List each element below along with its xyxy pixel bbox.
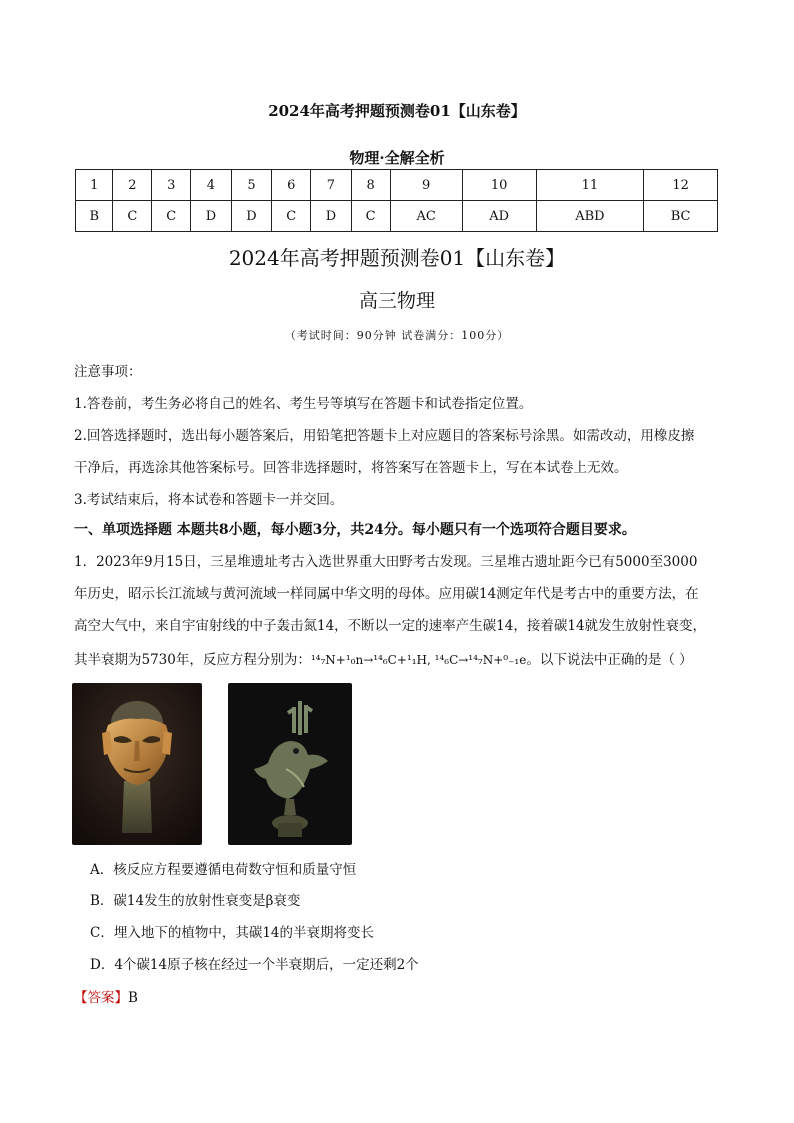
table-cell: 11 (536, 170, 644, 201)
answer-value: B (128, 990, 138, 1006)
note-item: 1.答卷前，考生务必将自己的姓名、考生号等填写在答题卡和试卷指定位置。 (74, 396, 533, 412)
table-cell: 2 (113, 170, 152, 201)
table-cell: C (272, 201, 311, 232)
answer-table-answer-row (76, 201, 718, 232)
table-cell: D (191, 201, 232, 232)
exam-grade: 高三物理 (358, 290, 435, 312)
header-subtitle: 物理·全解全析 (349, 149, 445, 167)
table-cell: D (231, 201, 272, 232)
note-item: 2.回答选择题时，选出每小题答案后，用铅笔把答题卡上对应题目的答案标号涂黑。如需改动，用橡皮擦 (74, 428, 695, 444)
notes-heading: 注意事项： (74, 364, 142, 380)
formula-suffix: 。以下说法中正确的是（ ） (526, 652, 693, 668)
table-cell: 6 (272, 170, 311, 201)
table-cell: C (113, 201, 152, 232)
table-cell: 9 (390, 170, 462, 201)
note-item: 干净后，再选涂其他答案标号。回答非选择题时，将答案写在答题卡上，写在本试卷上无效。 (74, 460, 628, 476)
bronze-mask-image (72, 683, 202, 845)
option-a: A．核反应方程要遵循电荷数守恒和质量守恒 (90, 862, 357, 878)
table-cell: AC (390, 201, 462, 232)
bronze-bird-image (228, 683, 352, 845)
note-item: 3.考试结束后，将本试卷和答题卡一并交回。 (74, 492, 344, 508)
section-heading: 一、单项选择题 本题共8小题，每小题3分，共24分。每小题只有一个选项符合题目要求。 (74, 522, 636, 538)
option-b: B．碳14发生的放射性衰变是β衰变 (90, 893, 301, 909)
table-cell: 12 (644, 170, 718, 201)
table-cell: B (76, 201, 113, 232)
table-cell: 3 (152, 170, 191, 201)
table-cell: AD (462, 201, 536, 232)
table-cell: 10 (462, 170, 536, 201)
option-d: D．4个碳14原子核在经过一个半衰期后，一定还剩2个 (90, 957, 419, 973)
table-cell: 1 (76, 170, 113, 201)
question-text: 高空大气中，来自宇宙射线的中子轰击氮14，不断以一定的速率产生碳14，接着碳14就发生放射性衰变， (74, 618, 707, 634)
header-title: 2024年高考押题预测卷01【山东卷】 (268, 102, 526, 120)
table-cell: ABD (536, 201, 644, 232)
table-cell: 8 (351, 170, 390, 201)
reaction-formula: ¹⁴₇N+¹₀n→¹⁴₆C+¹₁H, ¹⁴₆C→¹⁴₇N+⁰₋₁e (310, 653, 527, 667)
table-cell: 5 (231, 170, 272, 201)
answer-table-number-row (76, 170, 718, 201)
formula-prefix: 其半衰期为5730年，反应方程分别为： (74, 652, 311, 668)
table-cell: 7 (311, 170, 352, 201)
question-formula-line (74, 648, 734, 668)
table-cell: C (152, 201, 191, 232)
question-text: 年历史，昭示长江流域与黄河流域一样同属中华文明的母体。应用碳14测定年代是考古中的重要方法，在 (74, 586, 699, 602)
answer-label: 【答案】 (74, 990, 128, 1006)
option-c: C．埋入地下的植物中，其碳14的半衰期将变长 (90, 925, 375, 941)
table-cell: BC (644, 201, 718, 232)
table-cell: 4 (191, 170, 232, 201)
question-text: 1．2023年9月15日，三星堆遗址考古入选世界重大田野考古发现。三星堆古遗址距今已有5000至3000 (74, 554, 698, 570)
table-cell: C (351, 201, 390, 232)
answer-table (75, 169, 718, 232)
table-cell: D (311, 201, 352, 232)
exam-info: （考试时间：90分钟 试卷满分：100分） (284, 329, 510, 342)
exam-title: 2024年高考押题预测卷01【山东卷】 (228, 246, 566, 270)
answer-line (74, 986, 734, 1006)
